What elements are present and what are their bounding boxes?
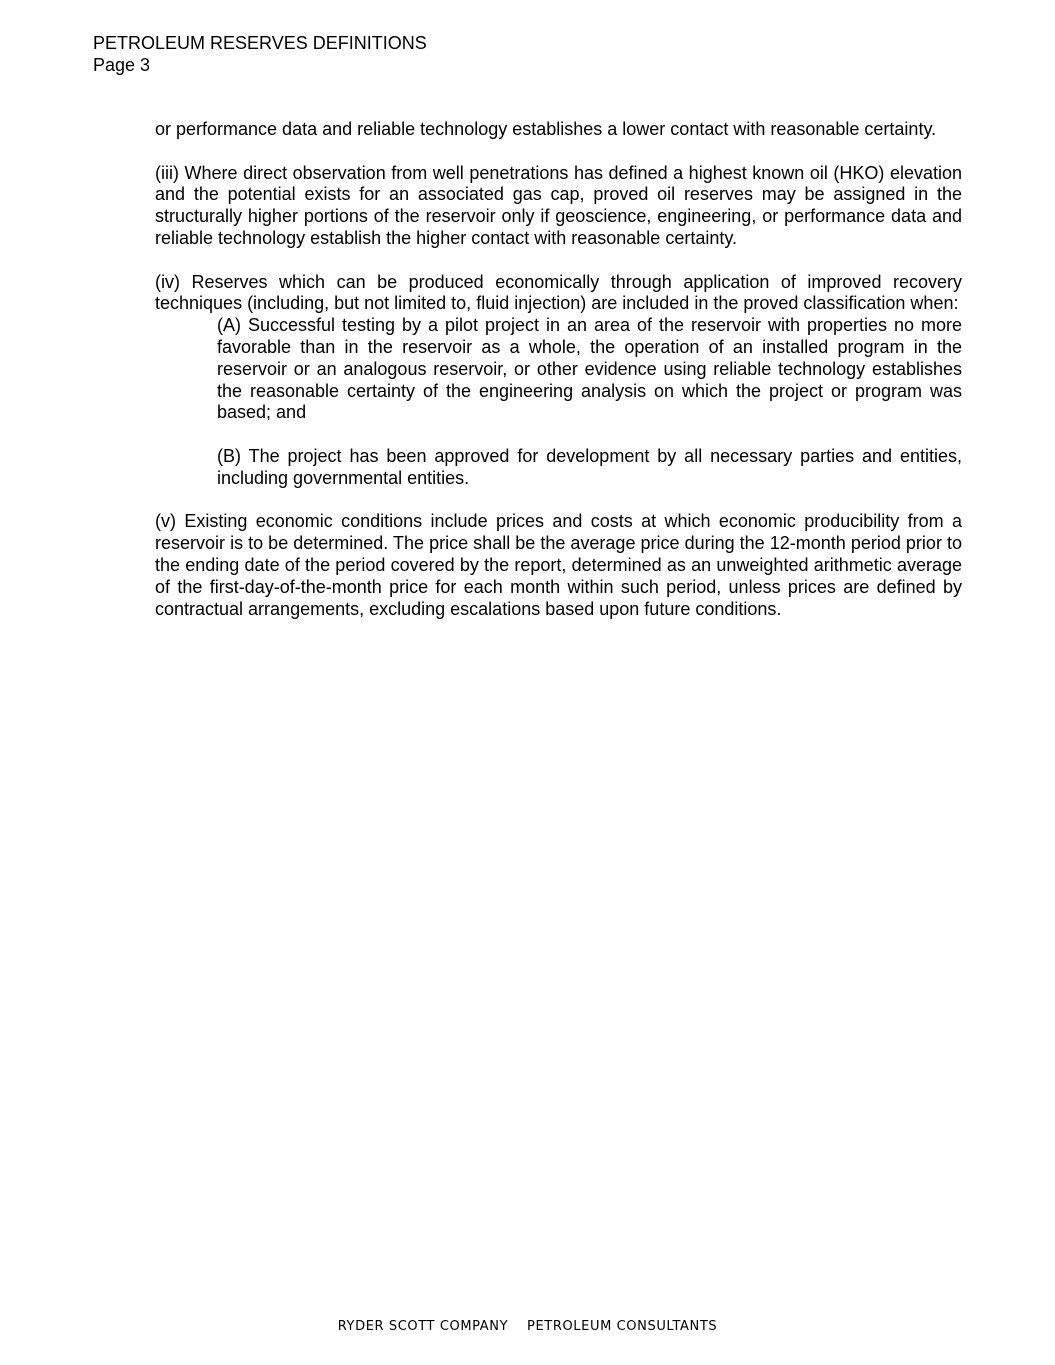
page-footer: RYDER SCOTT COMPANY PETROLEUM CONSULTANTS (337, 1319, 718, 1334)
paragraph-iv: (iv) Reserves which can be produced economically through application of improved recovery techniques (including, but not limited to, fluid injection) are included in the proved classification when: (155, 271, 962, 314)
paragraph-v: (v) Existing economic conditions include prices and costs at which economic producibility from a reservoir is to be determined. The price shall be the average price during the 12-month period prior to the ending date of the period covered by the report, determined as an unweighted arithmetic average of the first-day-of-the-month price for each month within such period, unless prices are defined by contractual arrangements, excluding escalations based upon future conditions. (155, 511, 962, 619)
paragraph-iv-b: (B) The project has been approved for development by all necessary parties and entities, including governmental entities. (217, 445, 962, 488)
document-title: PETROLEUM RESERVES DEFINITIONS (93, 33, 427, 53)
paragraph-iii: (iii) Where direct observation from well penetrations has defined a highest known oil (HKO) elevation and the potential exists for an associated gas cap, proved oil reserves may be assigned in the structurally higher portions of the reservoir only if geoscience, engineering, or performance data and reliable technology establish the higher contact with reasonable certainty. (155, 162, 962, 248)
page-header (93, 32, 427, 76)
page-number: Page 3 (93, 55, 151, 75)
paragraph-continuation: or performance data and reliable technology establishes a lower contact with reasonable certainty. (155, 119, 937, 139)
document-body (155, 119, 962, 642)
paragraph-iv-a: (A) Successful testing by a pilot project in an area of the reservoir with properties no more favorable than in the reservoir as a whole, the operation of an installed program in the reservoir or an analogous reservoir, or other evidence using reliable technology establishes the reasonable certainty of the engineering analysis on which the project or program was based; and (217, 315, 962, 423)
